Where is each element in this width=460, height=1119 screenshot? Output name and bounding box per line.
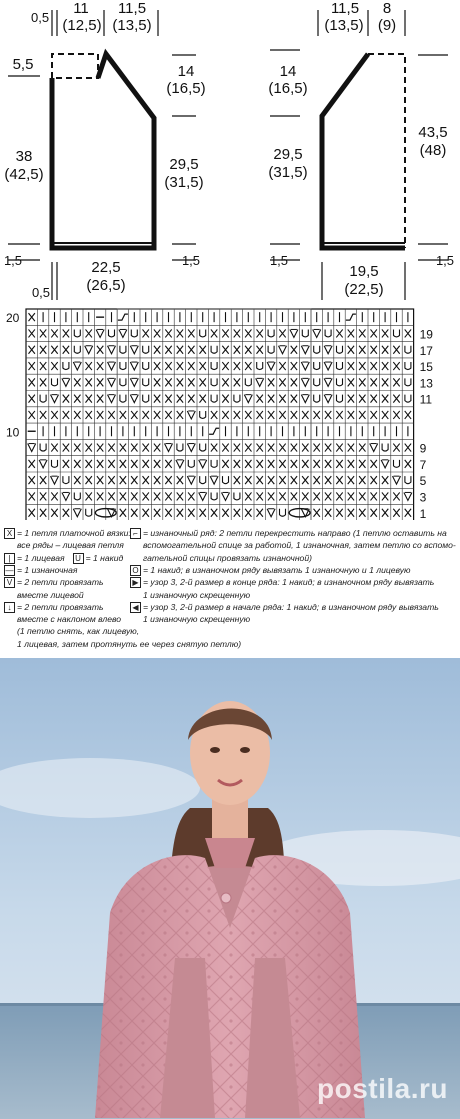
- legend-text: = узор 3, 2-й размер в начале ряда: 1 накид; в изнаночном ряду вывязать: [143, 601, 439, 612]
- legend-entry: [4, 577, 104, 588]
- watermark-text: postila.ru: [316, 1073, 448, 1104]
- dim-front-shoulder: 11,5: [330, 0, 360, 17]
- legend-text: = 1 петля платочной вязки:: [17, 528, 131, 538]
- legend-symbol-icon: O: [130, 565, 141, 576]
- dim-shoulder-width-alt: (13,5): [112, 17, 152, 34]
- legend-entry: [4, 614, 121, 625]
- stitch-chart: [0, 305, 460, 520]
- row-number-right: 19: [419, 327, 433, 342]
- legend-entry: [130, 565, 411, 576]
- dim-neck-edge: 0,5: [31, 10, 50, 25]
- legend-symbol-icon: X: [4, 528, 15, 539]
- front-outline: [322, 54, 405, 248]
- legend-symbol-icon: ◀: [130, 602, 141, 613]
- legend-symbol-icon: ↓: [4, 602, 15, 613]
- dim-rib-right: 1,5: [181, 253, 201, 268]
- legend-entry: [4, 639, 241, 650]
- legend-text: 1 изнаночную скрещенную: [143, 589, 251, 600]
- legend-text: = 2 петли провязать: [17, 601, 104, 612]
- row-number-left: 10: [6, 425, 20, 440]
- row-number-right: 1: [419, 506, 427, 520]
- back-outline: [52, 54, 154, 248]
- row-number-right: 13: [419, 376, 433, 391]
- dim-front-side-alt: (31,5): [268, 164, 308, 181]
- legend-entry: [130, 528, 447, 539]
- photo-illustration: [0, 658, 460, 1119]
- dim-front-bottom: 19,5: [349, 263, 379, 280]
- dim-side-height: 29,5: [169, 156, 199, 173]
- dim-total-height: 38: [15, 148, 33, 165]
- dim-front-bottom-alt: (22,5): [344, 281, 384, 298]
- legend-text: = изнаночный ряд: 2 петли перекрестить направо (1 петлю оставить на: [143, 528, 447, 538]
- legend-text: = 1 накид; в изнаночном ряду вывязать 1 изнаночную и 1 лицевую: [143, 564, 411, 575]
- dim-total-height-alt: (42,5): [4, 166, 44, 183]
- dim-side-height-alt: (31,5): [164, 174, 204, 191]
- legend-text: = 1 накид: [85, 552, 124, 563]
- row-number-right: 9: [419, 441, 427, 456]
- legend-entry: [130, 540, 456, 551]
- legend-entry: [4, 528, 131, 539]
- garment-schematic: [0, 0, 460, 305]
- legend-entry: [4, 590, 84, 601]
- legend-symbol-icon: —: [5, 566, 14, 576]
- dim-neck-width-alt: (12,5): [62, 17, 102, 34]
- legend-entry: [4, 565, 78, 576]
- row-number-right: 11: [419, 392, 433, 407]
- chart-legend: [0, 528, 460, 658]
- dim-front-rib-left: 1,5: [269, 253, 289, 268]
- dim-neck-height: 5,5: [12, 56, 34, 73]
- legend-text: (1 петлю снять, как лицевую,: [17, 626, 140, 637]
- dim-front-height: 43,5: [418, 124, 448, 141]
- dim-bottom-edge: 0,5: [31, 285, 51, 300]
- legend-text: 1 изнаночную скрещенную: [143, 614, 251, 625]
- legend-text: вместе лицевой: [17, 589, 84, 600]
- legend-symbol-icon: |: [4, 553, 15, 564]
- legend-text: = 2 петли провязать: [17, 577, 104, 588]
- legend-text: = 1 изнаночная: [17, 564, 78, 575]
- legend-entry: [130, 577, 434, 588]
- stitch-chart-grid: [0, 305, 460, 520]
- row-number-right: 3: [419, 490, 427, 505]
- legend-symbol-icon: ⌐: [130, 528, 141, 539]
- row-number-right: 17: [419, 343, 433, 358]
- dim-front-neck-alt: (9): [377, 17, 397, 34]
- dim-shoulder-width: 11,5: [117, 0, 147, 17]
- dim-armhole-alt: (16,5): [166, 80, 206, 97]
- dim-rib-left: 1,5: [3, 253, 23, 268]
- dim-bottom-width-alt: (26,5): [86, 277, 126, 294]
- dim-armhole: 14: [177, 63, 195, 80]
- legend-entry: [130, 553, 312, 564]
- schematic-lines: [0, 0, 460, 305]
- legend-entry: [130, 614, 250, 625]
- row-number-right: 7: [419, 457, 427, 472]
- legend-text: = 1 лицевая: [17, 552, 65, 563]
- legend-symbol-icon: ▶: [130, 577, 141, 588]
- legend-text: гательной спицы провязать изнаночной): [143, 552, 312, 563]
- dim-front-armhole: 14: [279, 63, 297, 80]
- row-number-right: 15: [419, 360, 433, 375]
- row-number-left: 20: [6, 311, 20, 326]
- legend-text: вспомогательной спице за работой, 1 изнаночная, затем петлю со вспомо-: [143, 540, 456, 551]
- legend-entry: [130, 602, 439, 613]
- legend-text: все ряды – лицевая петля: [17, 540, 124, 551]
- neck-dashed: [52, 54, 98, 78]
- dim-front-height-alt: (48): [419, 142, 447, 159]
- legend-entry: [4, 540, 124, 551]
- legend-entry: [130, 590, 250, 601]
- dim-front-shoulder-alt: (13,5): [324, 17, 364, 34]
- dim-front-side: 29,5: [273, 146, 303, 163]
- row-number-right: 5: [419, 474, 427, 489]
- legend-text: = узор 3, 2-й размер в конце ряда: 1 накид; в изнаночном ряду вывязать: [143, 577, 435, 588]
- legend-entry: [4, 602, 104, 613]
- dim-neck-width: 11: [73, 0, 89, 17]
- dim-front-rib-right: 1,5: [435, 253, 455, 268]
- legend-text: 1 лицевая, затем протянуть ее через снятую петлю): [17, 638, 242, 649]
- legend-entry: [4, 626, 139, 637]
- legend-symbol-icon: V: [4, 577, 15, 588]
- dim-bottom-width: 22,5: [91, 259, 121, 276]
- legend-symbol-icon: U: [73, 553, 84, 564]
- legend-entry: [4, 553, 123, 564]
- front-center-dashed: [368, 54, 405, 248]
- dim-front-armhole-alt: (16,5): [268, 80, 308, 97]
- legend-text: вместе с наклоном влево: [17, 614, 122, 625]
- model-photo: [0, 658, 460, 1119]
- dim-front-neck: 8: [382, 0, 392, 17]
